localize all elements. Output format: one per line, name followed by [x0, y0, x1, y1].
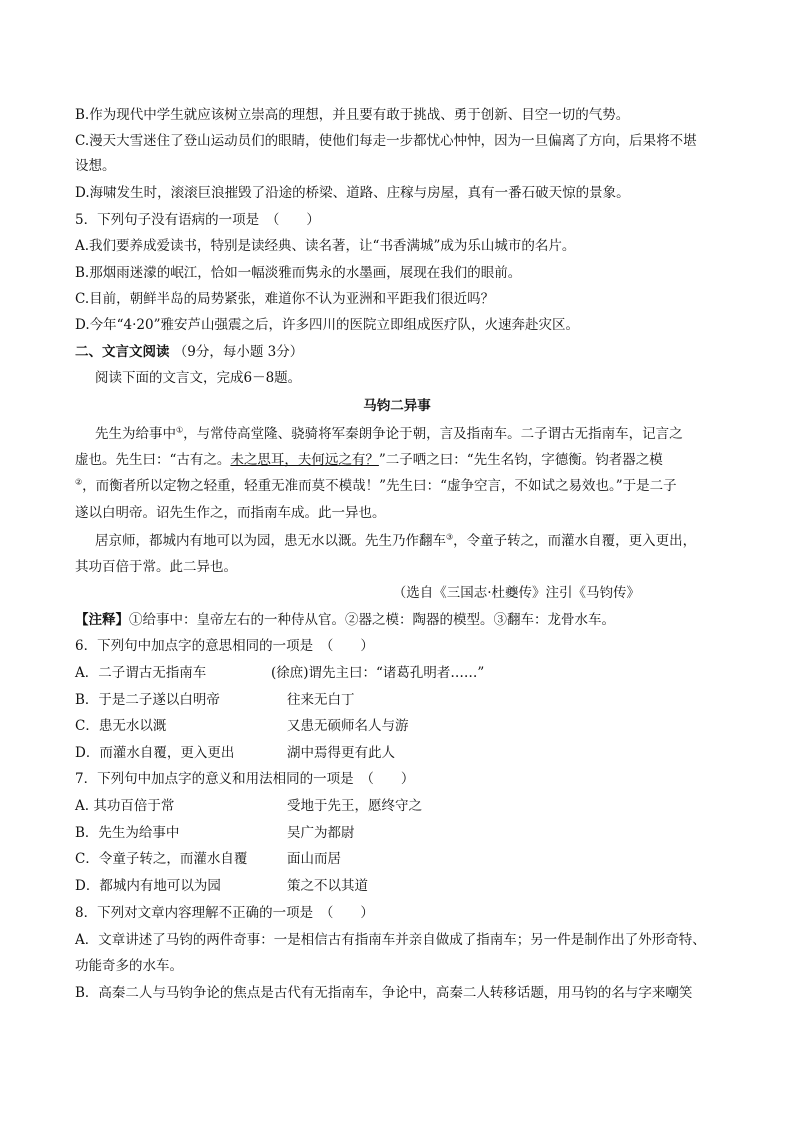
q6-option-a	[75, 662, 725, 684]
q6-option-b	[75, 689, 725, 711]
q5-option-c: C.目前，朝鲜半岛的局势紧张，难道你不认为亚洲和平距我们很近吗？	[75, 291, 495, 307]
option-right: 吴广为都尉	[287, 825, 355, 841]
option-right: 受地于先王，愿终守之	[287, 798, 422, 814]
option-left: D．都城内有地可以为园	[75, 878, 221, 894]
notes-text: ①给事中：皇帝左右的一种侍从官。②器之模：陶器的模型。③翻车：龙骨水车。	[129, 612, 615, 628]
q4-option-c-line1: C.漫天大雪迷住了登山运动员们的眼睛，使他们每走一步都忧心忡忡，因为一旦偏离了方向，后果将不堪	[75, 133, 697, 149]
q6-option-c	[75, 715, 725, 737]
passage-p2-line1	[95, 530, 745, 552]
q8-stem: 8．下列对文章内容理解不正确的一项是 （ ）	[75, 905, 374, 921]
section-score: （9分，每小题 3分）	[173, 344, 304, 360]
passage-p1-line2	[75, 449, 725, 471]
q7-option-d	[75, 875, 725, 897]
option-right: 策之不以其道	[287, 878, 368, 894]
section-heading	[75, 341, 725, 363]
passage-p1-line4: 遂以白明帝。诏先生作之，而指南车成。此一异也。	[75, 505, 386, 521]
note-marker-1: ①	[176, 425, 184, 435]
q5-option-d: D.今年“4·20”雅安芦山强震之后，许多四川的医院立即组成医疗队，火速奔赴灾区。	[75, 317, 579, 333]
note-marker-3: ③	[446, 532, 454, 542]
passage-text: ，与常侍高堂隆、骁骑将军秦朗争论于朝，言及指南车。二子谓古无指南车，记言之	[183, 426, 683, 442]
option-right: (徐庶)谓先主曰：“诸葛孔明者……”	[271, 665, 485, 681]
q7-stem: 7．下列句中加点字的意义和用法相同的一项是 （ ）	[75, 771, 415, 787]
q7-option-a	[75, 795, 725, 817]
passage-p1-line3	[75, 475, 725, 497]
passage-text: 虚也。先生曰：“古有之。	[75, 452, 231, 468]
passage-title: 马钧二异事	[363, 398, 431, 414]
notes	[75, 609, 725, 631]
option-right: 面山而居	[287, 851, 341, 867]
q5-option-b: B.那烟雨迷濛的岷江，恰如一幅淡雅而隽永的水墨画，展现在我们的眼前。	[75, 265, 522, 281]
passage-source: （选自《三国志·杜夔传》注引《马钧传》	[392, 585, 640, 601]
option-left: C．令童子转之，而灌水自覆	[75, 851, 248, 867]
option-left: D．而灌水自覆，更入更出	[75, 745, 235, 761]
q4-option-d: D.海啸发生时，滚滚巨浪摧毁了沿途的桥梁、道路、庄稼与房屋，真有一番石破天惊的景象。	[75, 185, 630, 201]
passage-text: ，而衡者所以定物之轻重，轻重无准而莫不模哉！”先生曰：“虚争空言，不如试之易效也。”于是二子	[82, 478, 677, 494]
option-left: C．患无水以溉	[75, 718, 167, 734]
passage-text: ”二子哂之曰：“先生名钧，字德衡。钧者器之模	[378, 452, 663, 468]
section-title: 二、文言文阅读	[75, 344, 170, 360]
option-left: B．于是二子遂以白明帝	[75, 692, 220, 708]
q7-option-c	[75, 848, 725, 870]
q4-option-b: B.作为现代中学生就应该树立崇高的理想，并且要有敢于挑战、勇于创新、目空一切的气势。	[75, 107, 630, 123]
option-left: A．二子谓古无指南车	[75, 665, 207, 681]
q8-option-a-line1: A．文章讲述了马钧的两件奇事：一是相信古有指南车并亲自做成了指南车；另一件是制作出了外形奇特、	[75, 932, 706, 948]
q8-option-a-line2: 功能奇多的水车。	[75, 958, 183, 974]
q7-option-b	[75, 822, 725, 844]
option-right: 往来无白丁	[287, 692, 355, 708]
q4-option-c-line2: 设想。	[75, 158, 116, 174]
q5-stem: 5．下列句子没有语病的一项是 （ ）	[75, 212, 320, 228]
q8-option-b-line1: B．高秦二人与马钧争论的焦点是古代有无指南车，争论中，高秦二人转移话题，用马钧的名与字来嘲笑	[75, 985, 693, 1001]
passage-p1-line1	[95, 423, 745, 445]
option-right: 又患无硕师名人与游	[287, 718, 409, 734]
option-left: A. 其功百倍于常	[75, 798, 175, 814]
q5-option-a: A.我们要养成爱读书，特别是读经典、读名著，让“书香满城”成为乐山城市的名片。	[75, 238, 576, 254]
notes-label: 【注释】	[75, 612, 129, 628]
note-marker-2: ②	[75, 477, 83, 487]
q6-option-d	[75, 742, 725, 764]
option-right: 湖中焉得更有此人	[287, 745, 395, 761]
passage-text: ，令童子转之，而灌水自覆，更入更出，	[453, 533, 697, 549]
passage-text: 居京师，都城内有地可以为园，患无水以溉。先生乃作翻车	[95, 533, 446, 549]
option-left: B．先生为给事中	[75, 825, 180, 841]
section-instruction: 阅读下面的文言文，完成6－8题。	[95, 370, 302, 386]
passage-p2-line2: 其功百倍于常。此二异也。	[75, 559, 237, 575]
passage-text: 先生为给事中	[95, 426, 176, 442]
q6-stem: 6．下列句中加点字的意思相同的一项是 （ ）	[75, 638, 374, 654]
underlined-sentence: 未之思耳，夫何远之有？	[230, 452, 379, 468]
